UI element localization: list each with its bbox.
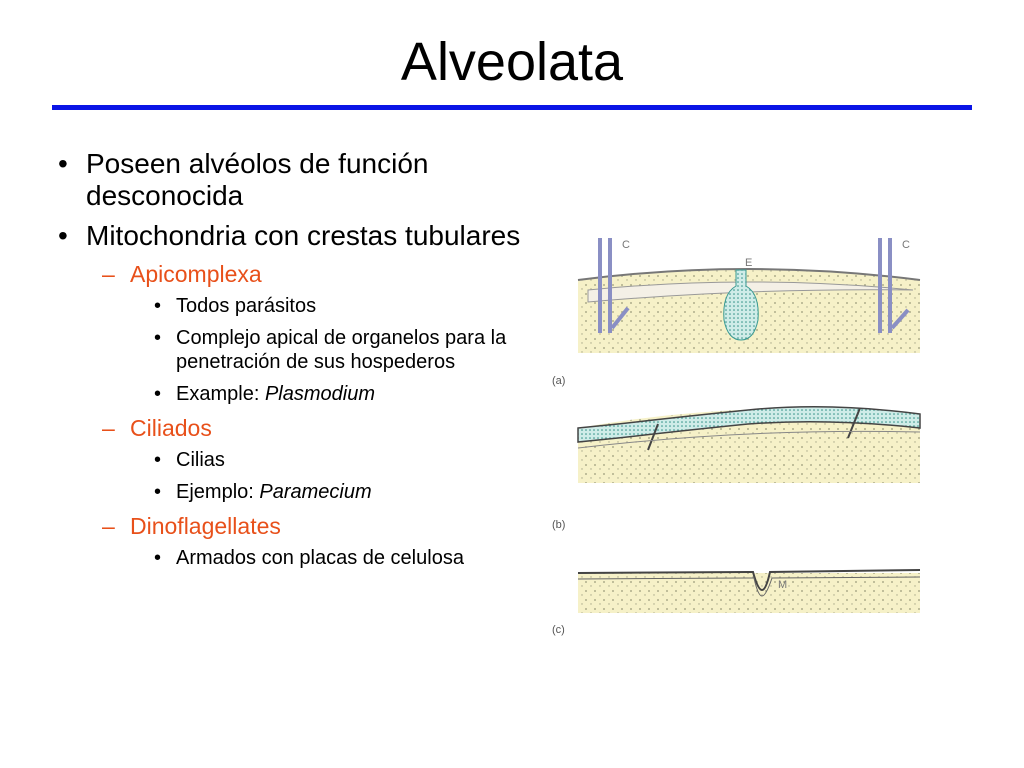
label-m: M xyxy=(778,579,788,591)
sub-bullet-item: • Ejemplo: Paramecium xyxy=(154,481,372,503)
alveoli-diagram xyxy=(548,228,928,648)
bullet-item: • Poseen alvéolos de función desconocida xyxy=(58,148,429,211)
panel-a xyxy=(552,238,920,387)
sub-bullet-item: • Example: Plasmodium xyxy=(154,383,375,405)
title-underline xyxy=(52,105,972,110)
label-e: E xyxy=(745,257,753,269)
panel-b xyxy=(552,407,920,531)
label-c-right: C xyxy=(902,239,910,251)
sub-bullet-item: • Todos parásitos xyxy=(154,295,317,317)
panel-label-a: (a) xyxy=(552,375,566,387)
bullet-item: • Mitochondria con crestas tubulares xyxy=(58,220,521,251)
subheading-dinoflagellates: – Dinoflagellates xyxy=(102,513,281,539)
panel-c xyxy=(552,570,920,636)
subheading-ciliados: – Ciliados xyxy=(102,415,212,441)
subheading-apicomplexa: – Apicomplexa xyxy=(102,261,262,287)
sub-bullet-item: • Complejo apical de organelos para la penetración de sus hospederos xyxy=(154,327,507,373)
panel-label-b: (b) xyxy=(552,519,566,531)
bullet-list xyxy=(56,148,526,578)
slide-title: Alveolata xyxy=(400,32,624,92)
sub-bullet-item: • Cilias xyxy=(154,449,225,471)
sub-bullet-item: • Armados con placas de celulosa xyxy=(154,547,464,569)
label-c-left: C xyxy=(622,239,630,251)
panel-label-c: (c) xyxy=(552,624,565,636)
